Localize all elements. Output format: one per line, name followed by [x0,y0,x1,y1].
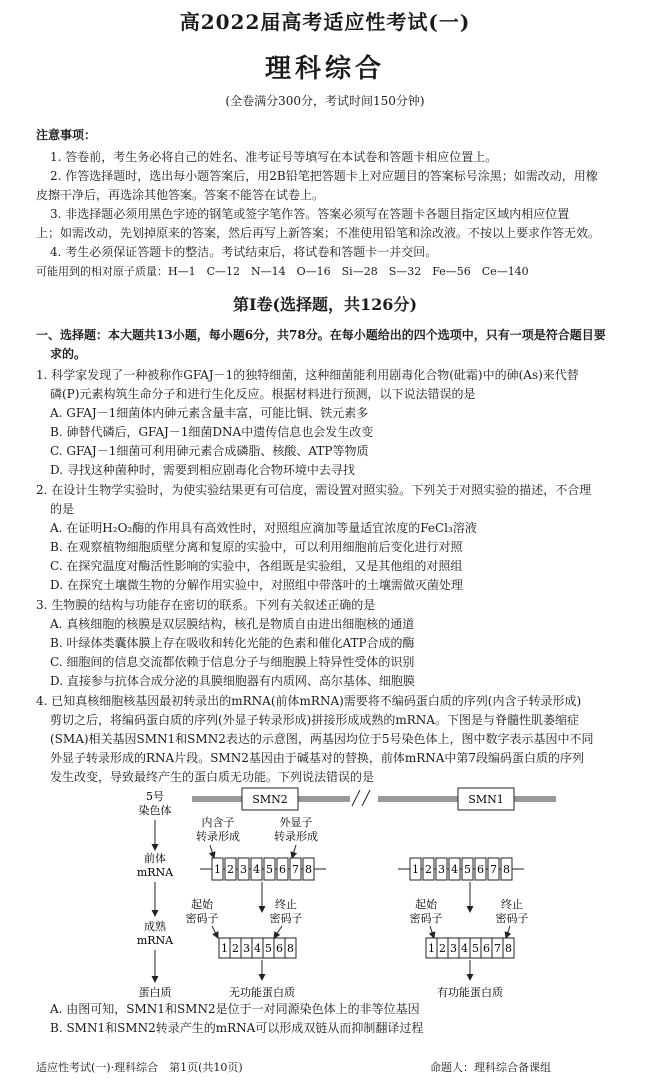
q3-option-a: A. 真核细胞的核膜是双层膜结构，核孔是物质自由进出细胞核的通道 [50,617,415,631]
q1-stem: 磷(P)元素构筑生命分子和进行生化反应。根据材料进行预测，以下说法错误的是 [50,387,476,401]
exon-number: 1 [214,863,221,876]
nonfunctional-protein-label: 无功能蛋白质 [229,986,295,999]
section-title: 第Ⅰ卷(选择题，共126分) [232,295,418,314]
exon-number: 3 [450,942,457,955]
exon-number: 4 [461,942,468,955]
exam-title: 高2022届高考适应性考试(一) [179,10,471,34]
notice-line: 4. 考生必须保证答题卡的整洁。考试结束后，将试卷和答题卡一并交回。 [50,245,438,259]
intron-annotation: 内含子 [201,816,235,829]
q2-option-a: A. 在证明H₂O₂酶的作用具有高效性时，对照组应滴加等量适宜浓度的FeCl₃溶液 [50,521,477,535]
exon-number: 7 [494,942,501,955]
exon-number: 2 [227,863,234,876]
q1-option-d: D. 寻找这种菌种时，需要到相应剧毒化合物环境中去寻找 [50,463,355,477]
q1-option-a: A. GFAJ－1细菌体内砷元素含量丰富，可能比铜、铁元素多 [50,406,369,420]
stop-codon-label: 密码子 [269,912,303,925]
q2-option-c: C. 在探究温度对酶活性影响的实验中，各组既是实验组，又是其他组的对照组 [50,559,463,573]
smn2-gene-label: SMN2 [252,793,288,806]
exon-number: 8 [503,863,510,876]
start-codon-label: 起始 [415,898,437,911]
q2-option-d: D. 在探究土壤微生物的分解作用实验中，对照组中带落叶的土壤需做灭菌处理 [50,578,463,592]
exon-number: 3 [438,863,445,876]
exon-number: 4 [253,863,260,876]
q4-stem: 发生改变，导致最终产生的蛋白质无功能。下列说法错误的是 [50,770,375,784]
exon-number: 7 [292,863,299,876]
pre-mrna-label: 前体 [144,852,166,865]
functional-protein-label: 有功能蛋白质 [437,986,503,999]
exon-number: 1 [428,942,435,955]
exon-number: 5 [464,863,471,876]
exon-number: 4 [254,942,261,955]
mature-mrna-label: mRNA [136,934,174,947]
q2-option-b: B. 在观察植物细胞质壁分离和复原的实验中，可以利用细胞前后变化进行对照 [50,540,463,554]
exon-number: 1 [412,863,419,876]
exon-number: 3 [243,942,250,955]
exon-number: 1 [221,942,228,955]
protein-label: 蛋白质 [138,986,172,999]
q4-stem: 外显子转录形成的RNA片段。SMN2基因由于碱基对的替换，前体mRNA中第7段编码蛋白质的序列 [50,751,585,765]
mature-mrna-label: 成熟 [144,920,166,933]
atomic-masses: 可能用到的相对原子质量：H—1 C—12 N—14 O—16 Si—28 S—32 Fe—56 Ce—140 [36,265,529,278]
smn1-pre-mrna [398,858,524,880]
exon-number: 6 [477,863,484,876]
notice-line: 3. 非选择题必须用黑色字迹的钢笔或签字笔作答。答案必须写在答题卡各题目指定区域内相应位置 [50,207,570,221]
chromosome-label: 5号 [146,790,164,803]
chromosome-label: 染色体 [138,804,172,817]
smn1-mature-mrna [426,938,514,958]
q1-stem: 1. 科学家发现了一种被称作GFAJ－1的独特细菌，这种细菌能利用剧毒化合物(砒霜)中的砷(As)来代替 [36,368,579,382]
stop-codon-label: 终止 [275,898,297,911]
exon-number: 7 [490,863,497,876]
start-codon-label: 密码子 [409,912,443,925]
q2-stem: 2. 在设计生物学实验时，为使实验结果更有可信度，需设置对照实验。下列关于对照实验的描述，不合理 [36,483,592,497]
exon-number: 2 [439,942,446,955]
exon-annotation: 外显子 [279,816,313,829]
start-codon-label: 起始 [191,898,213,911]
pre-mrna-label: mRNA [136,866,174,879]
q1-option-c: C. GFAJ－1细菌可利用砷元素合成磷脂、核酸、ATP等物质 [50,444,369,458]
smn2-pre-mrna [200,858,326,880]
exon-number: 8 [305,863,312,876]
exon-number: 8 [287,942,294,955]
stop-codon-label: 密码子 [495,912,529,925]
exon-number: 6 [276,942,283,955]
notice-heading: 注意事项： [36,128,97,142]
instruction-line: 一、选择题：本大题共13小题，每小题6分，共78分。在每小题给出的四个选项中，只有一项是符合题目要 [36,328,606,342]
q2-stem: 的是 [50,502,75,516]
exon-number: 3 [240,863,247,876]
exon-number: 6 [483,942,490,955]
q3-option-b: B. 叶绿体类囊体膜上存在吸收和转化光能的色素和催化ATP合成的酶 [50,636,415,650]
q3-stem: 3. 生物膜的结构与功能存在密切的联系。下列有关叙述正确的是 [36,598,376,612]
exon-number: 8 [505,942,512,955]
footer-author: 命题人：理科综合备课组 [430,1061,551,1074]
q4-stem: (SMA)相关基因SMN1和SMN2表达的示意图，两基因均位于5号染色体上，图中数字表示基因中不同 [50,732,594,746]
exon-number: 5 [265,942,272,955]
q3-option-c: C. 细胞间的信息交流都依赖于信息分子与细胞膜上特异性受体的识别 [50,655,415,669]
exon-number: 6 [279,863,286,876]
q4-option-b: B. SMN1和SMN2转录产生的mRNA可以形成双链从而抑制翻译过程 [50,1021,424,1035]
stop-codon-label: 终止 [501,898,523,911]
exon-annotation: 转录形成 [274,830,318,843]
smn2-mature-mrna [219,938,296,958]
notice-line: 皮擦干净后，再选涂其他答案。答案不能答在试卷上。 [36,188,325,202]
smn1-gene-label: SMN1 [468,793,504,806]
q3-option-d: D. 直接参与抗体合成分泌的具膜细胞器有内质网、高尔基体、细胞膜 [50,674,415,688]
exon-number: 2 [232,942,239,955]
exon-number: 2 [425,863,432,876]
subject-title: 理科综合 [264,54,385,84]
exon-number: 5 [472,942,479,955]
exam-subtitle: (全卷满分300分，考试时间150分钟) [225,94,425,108]
exon-number: 4 [451,863,458,876]
q4-stem: 剪切之后，将编码蛋白质的序列(外显子转录形成)拼接形成成熟的mRNA。下图是与脊髓性肌萎缩症 [50,713,579,727]
notice-line: 1. 答卷前，考生务必将自己的姓名、准考证号等填写在本试卷和答题卡相应位置上。 [50,150,498,164]
q4-stem: 4. 已知真核细胞核基因最初转录出的mRNA(前体mRNA)需要将不编码蛋白质的序列(内含子转录形成) [36,694,582,708]
intron-annotation: 转录形成 [196,830,240,843]
notice-line: 上；如需改动，先划掉原来的答案，然后再写上新答案；不准使用铅笔和涂改液。不按以上要求作答无效。 [36,226,601,240]
notice-line: 2. 作答选择题时，选出每小题答案后，用2B铅笔把答题卡上对应题目的答案标号涂黑；如需改动，用橡 [50,169,598,183]
footer-page-info: 适应性考试(一)·理科综合 第1页(共10页) [36,1061,243,1074]
start-codon-label: 密码子 [185,912,219,925]
instruction-line: 求的。 [50,347,87,361]
q1-option-b: B. 砷替代磷后，GFAJ－1细菌DNA中遗传信息也会发生改变 [50,425,374,439]
exon-number: 5 [266,863,273,876]
q4-option-a: A. 由图可知，SMN1和SMN2是位于一对同源染色体上的非等位基因 [50,1002,420,1016]
